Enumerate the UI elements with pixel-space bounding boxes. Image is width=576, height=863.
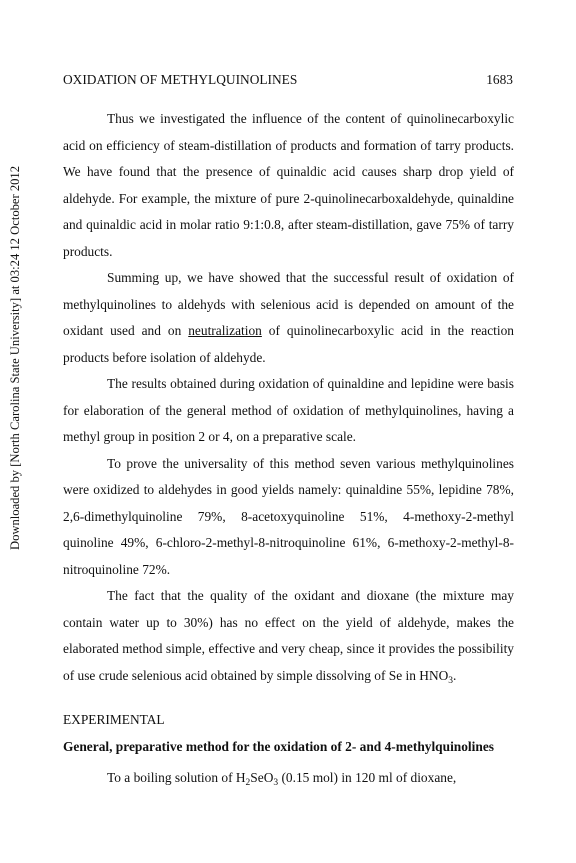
paragraph-5-period: . [453,667,457,683]
procedure-formula: SeO [250,770,274,785]
paragraph-2 [63,265,514,371]
running-header [63,72,513,92]
subscript: 2 [245,778,251,788]
section-heading-experimental: EXPERIMENTAL [63,712,165,727]
subscript: 3 [448,675,454,686]
running-title: OXIDATION OF METHYLQUINOLINES [63,72,298,87]
download-watermark: Downloaded by [North Carolina State University] at 03:24 12 October 2012 [8,165,22,550]
paragraph-4: To prove the universality of this method seven various methylquinolines were oxidized to aldehydes in good yields namely: quinaldine 55%, lepidine 78%, 2,6-dimethylquinoline 79%, 8-acetoxyquinoline 51%, 4-methoxy-2-methyl quinoline 49%, 6-chloro-2-methyl-8-nitroquinoline 61%, 6-methoxy-2-methyl-8-nitroquinoline 72%. [63,455,514,577]
paragraph-2-start: Summing up, we have showed that the successful result of oxidation of methylquinolines to aldehyds with selenious acid is depended on amount of the oxidant used and on [63,270,514,338]
paragraph-5-text: The fact that the quality of the oxidant and dioxane (the mixture may contain water up to 30%) has no effect on the yield of aldehyde, makes the elaborated method simple, effective and very cheap, since it provides the possibility of use crude selenious acid obtained by simple dissolving of Se in HNO [63,588,514,683]
paragraph-3: The results obtained during oxidation of quinaldine and lepidine were basis for elaboration of the general method of oxidation of methylquinolines, having a methyl group in position 2 or 4, on a preparative scale. [63,376,514,444]
underlined-term: neutralization [188,323,262,338]
procedure-text-end: (0.15 mol) in 120 ml of dioxane, [278,770,457,785]
paragraph-5 [63,583,514,689]
subscript: 3 [273,778,279,788]
procedure-text-start: To a boiling solution of H [107,770,246,785]
procedure-text [63,765,514,792]
paragraph-1: Thus we investigated the influence of the content of quinolinecarboxylic acid on efficiency of steam-distillation of products and formation of tarry products. We have found that the presence of quinaldic acid causes sharp drop yield of aldehyde. For example, the mixture of pure 2-quinolinecarboxaldehyde, quinaldine and quinaldic acid in molar ratio 9:1:0.8, after steam-distillation, gave 75% of tarry products. [63,111,514,259]
subsection-heading: General, preparative method for the oxidation of 2- and 4-methylquinolines [63,739,494,754]
body-text [63,106,514,689]
paragraph-2-end: of quinolinecarboxylic acid in the reaction products before isolation of aldehyde. [63,323,514,365]
page-number: 1683 [486,72,513,87]
